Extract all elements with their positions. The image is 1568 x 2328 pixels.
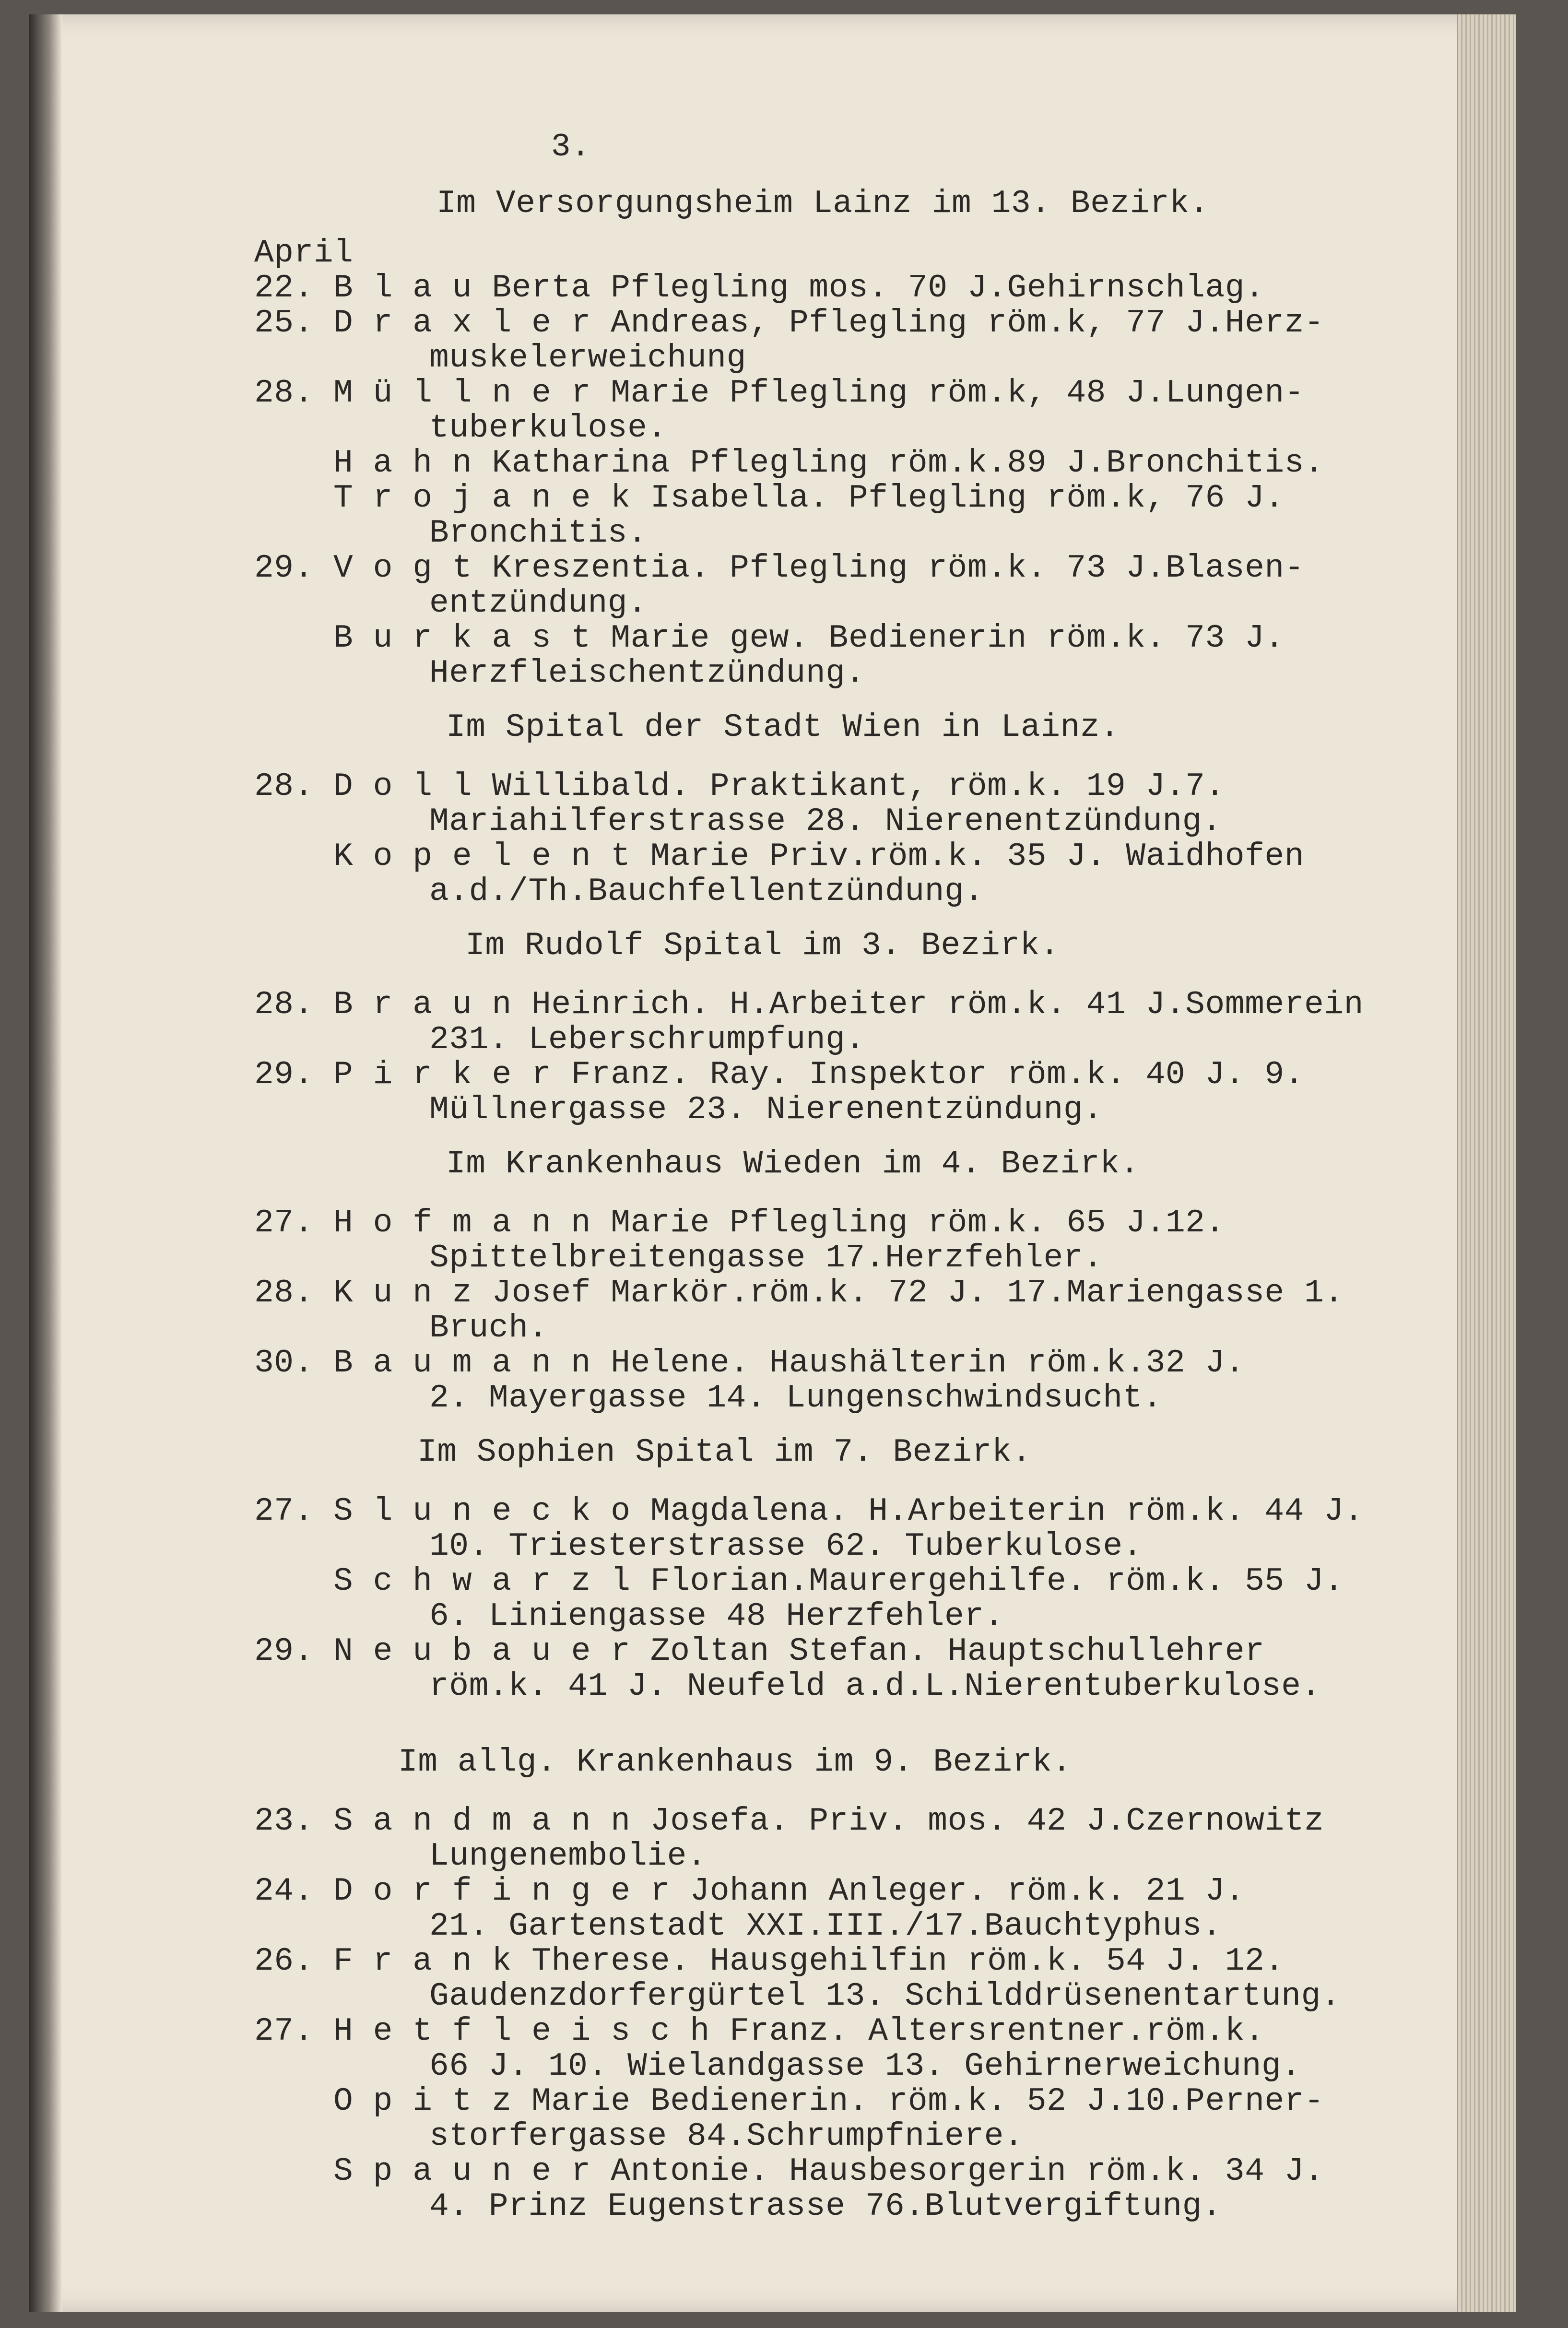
entry [254,271,1463,306]
entry-line1: S p a u n e r Antonie. Hausbesorgerin röm.k. 34 J. [333,2153,1324,2190]
entry-date: 26. [254,1943,314,1980]
entry-line2: 2. Mayergasse 14. Lungenschwindsucht. [429,1380,1163,1417]
entry-line1: D o l l Willibald. Praktikant, röm.k. 19 J.7. [333,768,1225,805]
entry [254,1346,1463,1416]
entry-date: 28. [254,768,314,805]
entry-line2: Gaudenzdorfergürtel 13. Schilddrüsenentartung. [429,1978,1341,2015]
section-gap [254,1704,1463,1725]
entry [254,1634,1463,1704]
entry-line1: B u r k a s t Marie gew. Bedienerin röm.k. 73 J. [333,620,1285,657]
section [254,186,1463,691]
section-heading: Im Versorgungsheim Lainz im 13. Bezirk. [436,185,1209,222]
entry-line2: 21. Gartenstadt XXI.III./17.Bauchtyphus. [429,1908,1222,1945]
entry [254,1944,1463,2014]
document-text [254,130,1463,2224]
entry-date: 29. [254,550,314,587]
entry [254,1494,1463,1564]
entry [254,446,1463,481]
entry-line1: M ü l l n e r Marie Pflegling röm.k, 48 J.Lungen- [333,375,1305,412]
section [254,710,1463,909]
entry [254,1276,1463,1346]
section [254,1146,1463,1416]
entry [254,376,1463,446]
entry-line2: storfergasse 84.Schrumpfniere. [429,2118,1024,2155]
entry-line1: H o f m a n n Marie Pflegling röm.k. 65 J.12. [333,1205,1225,1241]
entry-line1: V o g t Kreszentia. Pflegling röm.k. 73 J.Blasen- [333,550,1305,587]
entry-line2: Spittelbreitengasse 17.Herzfehler. [429,1240,1103,1276]
entry-date: 30. [254,1345,314,1382]
section [254,1745,1463,2224]
month-label: April [254,235,354,272]
entry [254,2084,1463,2154]
section-heading: Im Spital der Stadt Wien in Lainz. [446,709,1120,746]
entry [254,2154,1463,2224]
entry-date: 28. [254,1275,314,1312]
entry-line2: röm.k. 41 J. Neufeld a.d.L.Nierentuberkulose. [429,1668,1321,1705]
entry-line1: F r a n k Therese. Hausgehilfin röm.k. 54 J. 12. [333,1943,1285,1980]
entry [254,551,1463,621]
entry-line1: K o p e l e n t Marie Priv.röm.k. 35 J. Waidhofen [333,838,1305,875]
entry [254,839,1463,909]
entry [254,1205,1463,1276]
entry-line1: D o r f i n g e r Johann Anleger. röm.k. 21 J. [333,1873,1245,1910]
entry-date: 24. [254,1873,314,1910]
entry-line2: 231. Leberschrumpfung. [429,1021,865,1058]
section-heading: Im allg. Krankenhaus im 9. Bezirk. [398,1744,1072,1781]
section [254,1435,1463,1704]
entry-date: 27. [254,1205,314,1241]
entry-date: 27. [254,1493,314,1530]
entry-line1: B r a u n Heinrich. H.Arbeiter röm.k. 41 J.Sommerein [333,986,1364,1023]
entry-line1: B l a u Berta Pflegling mos. 70 J.Gehirnschlag. [333,270,1265,307]
entry-date: 23. [254,1803,314,1840]
page-edges [1457,14,1516,2312]
entry-line1: S c h w a r z l Florian.Maurergehilfe. röm.k. 55 J. [333,1563,1344,1600]
entry-line2: muskelerweichung [429,340,746,377]
entry-line2: Mariahilferstrasse 28. Nierenentzündung. [429,803,1222,840]
entry [254,2014,1463,2084]
section-heading: Im Rudolf Spital im 3. Bezirk. [465,927,1060,964]
entry-date: 28. [254,375,314,412]
entry-line1: T r o j a n e k Isabella. Pflegling röm.k, 76 J. [333,480,1285,517]
entry-line2: tuberkulose. [429,410,667,447]
entry [254,769,1463,839]
entry-line1: S a n d m a n n Josefa. Priv. mos. 42 J.Czernowitz [333,1803,1324,1840]
entry-line2: a.d./Th.Bauchfellentzündung. [429,873,984,910]
entry-date: 27. [254,2013,314,2050]
section [254,928,1463,1127]
entry [254,987,1463,1057]
entry [254,306,1463,376]
entry-date: 22. [254,270,314,307]
entry-date: 29. [254,1633,314,1670]
entry-line2: 10. Triesterstrasse 62. Tuberkulose. [429,1528,1143,1565]
entry [254,1564,1463,1634]
entry-line2: 66 J. 10. Wielandgasse 13. Gehirnerweichung. [429,2048,1301,2085]
entry-date: 29. [254,1056,314,1093]
entry-line1: O p i t z Marie Bedienerin. röm.k. 52 J.10.Perner- [333,2083,1324,2120]
entry-line1: N e u b a u e r Zoltan Stefan. Hauptschullehrer [333,1633,1265,1670]
entry-line2: 6. Liniengasse 48 Herzfehler. [429,1598,1004,1635]
entry-line2: Herzfleischentzündung. [429,655,865,692]
entry-line2: Bronchitis. [429,515,648,552]
book-gutter [29,14,62,2312]
entry-line1: K u n z Josef Markör.röm.k. 72 J. 17.Mariengasse 1. [333,1275,1344,1312]
entry [254,481,1463,551]
page-number: 3. [551,129,591,165]
entry-line2: Lungenembolie. [429,1838,707,1875]
entry [254,621,1463,691]
entry-line2: Müllnergasse 23. Nierenentzündung. [429,1091,1103,1128]
entry-line1: H e t f l e i s c h Franz. Altersrentner.röm.k. [333,2013,1265,2050]
entry-date: 28. [254,986,314,1023]
entry [254,1057,1463,1127]
entry-line2: Bruch. [429,1310,548,1347]
entry-line2: 4. Prinz Eugenstrasse 76.Blutvergiftung. [429,2188,1222,2225]
section-heading: Im Sophien Spital im 7. Bezirk. [417,1434,1032,1471]
entry [254,1804,1463,1874]
entry [254,1874,1463,1944]
section-heading: Im Krankenhaus Wieden im 4. Bezirk. [446,1146,1140,1182]
entry-date: 25. [254,305,314,342]
entry-line1: S l u n e c k o Magdalena. H.Arbeiterin röm.k. 44 J. [333,1493,1364,1530]
entry-line2: entzündung. [429,585,648,622]
entry-line1: B a u m a n n Helene. Haushälterin röm.k.32 J. [333,1345,1245,1382]
entry-line1: P i r k e r Franz. Ray. Inspektor röm.k. 40 J. 9. [333,1056,1305,1093]
entry-line1: H a h n Katharina Pflegling röm.k.89 J.Bronchitis. [333,445,1324,482]
book-page [29,14,1516,2312]
entry-line1: D r a x l e r Andreas, Pflegling röm.k, 77 J.Herz- [333,305,1324,342]
